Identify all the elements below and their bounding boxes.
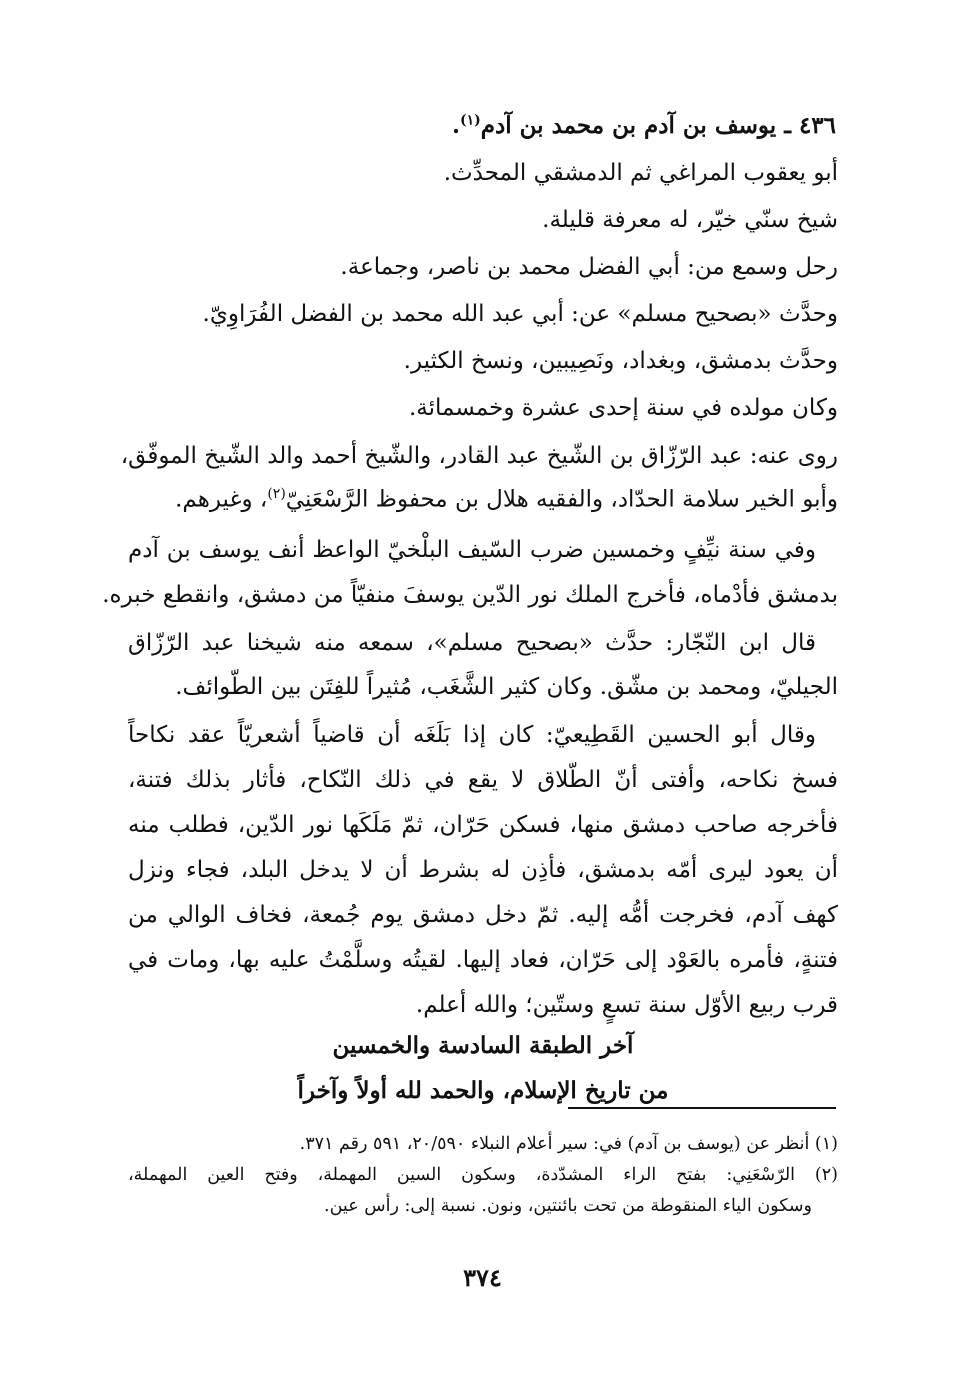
text-line: الجيليّ، ومحمد بن مشّق. وكان كثير الشَّغَب، مُثيراً للفِتَن بين الطّوائف. — [175, 674, 838, 700]
text-line: وحدَّث بدمشق، وبغداد، ونَصِيبين، ونسخ الكثير. — [403, 348, 838, 374]
footnote-2: (٢) الرّسْعَنِي: بفتح الراء المشدّدة، وسكون السين المهملة، وفتح العين المهملة، — [128, 1165, 838, 1185]
text-line: أبو يعقوب المراغي ثم الدمشقي المحدِّث. — [443, 160, 838, 186]
text-line: فأخرجه صاحب دمشق منها، فسكن حَرّان، ثمّ مَلَكَها نور الدّين، فطلب منه — [128, 812, 838, 838]
footnote-ref-2: (٢) — [267, 486, 286, 502]
text-line: روى عنه: عبد الرّزّاق بن الشّيخ عبد القادر، والشّيخ أحمد والد الشّيخ الموفّق، — [120, 443, 838, 469]
footnote-1: (١) أنظر عن (يوسف بن آدم) في: سير أعلام النبلاء ٢٠/٥٩٠، ٥٩١ رقم ٣٧١. — [299, 1134, 838, 1154]
text-line: قال ابن النّجّار: حدَّث «بصحيح مسلم»، سمعه منه شيخنا عبد الرّزّاق — [128, 630, 816, 656]
text-line: وقال أبو الحسين القَطِيعيّ: كان إذا بَلَغَه أن قاضياً أشعريّاً عقد نكاحاً — [128, 722, 816, 748]
text-line: فتنةٍ، فأمره بالعَوْد إلى حَرّان، فعاد إليها. لقيتُه وسلَّمْتُ عليه بها، ومات في — [128, 947, 838, 973]
text-line: بدمشق فأدْماه، فأخرج الملك نور الدّين يوسفَ منفيّاً من دمشق، وانقطع خبره. — [102, 582, 838, 608]
text-line: أن يعود ليرى أمّه بدمشق، فأذِن له بشرط أن لا يدخل البلد، فجاء ونزل — [128, 857, 838, 883]
text-line: وفي سنة نيِّفٍ وخمسين ضرب السّيف البلْخيّ الواعظ أنف يوسف بن آدم — [128, 537, 816, 563]
text-line: وأبو الخير سلامة الحدّاد، والفقيه هلال بن محفوظ الرَّسْعَنِيّ$^{(٢)}$، وغيرهم. — [175, 486, 838, 513]
text-line: شيخ سنّي خيّر، له معرفة قليلة. — [542, 207, 838, 233]
footnote-divider — [568, 1107, 836, 1109]
footnote-2-continuation: وسكون الياء المنقوطة من تحت بائنتين، ونون. نسبة إلى: رأس عين. — [324, 1196, 812, 1216]
entry-title: ٤٣٦ ـ يوسف بن آدم بن محمد بن آدم — [480, 112, 836, 139]
text-line: كهف آدم، فخرجت أمُّه إليه. ثمّ دخل دمشق يوم جُمعة، فخاف الوالي من — [128, 902, 838, 928]
entry-heading: ٤٣٦ ـ يوسف بن آدم بن محمد بن آدم$^{(١)}$. — [451, 112, 836, 139]
closing-title: آخر الطبقة السادسة والخمسين — [332, 1032, 634, 1059]
text-line: وحدَّث «بصحيح مسلم» عن: أبي عبد الله محمد بن الفضل الفُرَاوِيّ. — [202, 301, 838, 327]
closing-subtitle: من تاريخ الإسلام، والحمد لله أولاً وآخراً — [297, 1077, 669, 1104]
footnote-ref-1: (١) — [459, 112, 481, 129]
page-number: ٣٧٤ — [463, 1263, 502, 1292]
text-line: فسخ نكاحه، وأفتى أنّ الطّلاق لا يقع في ذلك النّكاح، فأثار بذلك فتنة، — [128, 767, 838, 793]
text-line: وكان مولده في سنة إحدى عشرة وخمسمائة. — [408, 395, 838, 421]
text-line: قرب ربيع الأوّل سنة تسعٍ وستّين؛ والله أعلم. — [415, 992, 838, 1018]
text-line: رحل وسمع من: أبي الفضل محمد بن ناصر، وجماعة. — [340, 254, 838, 280]
